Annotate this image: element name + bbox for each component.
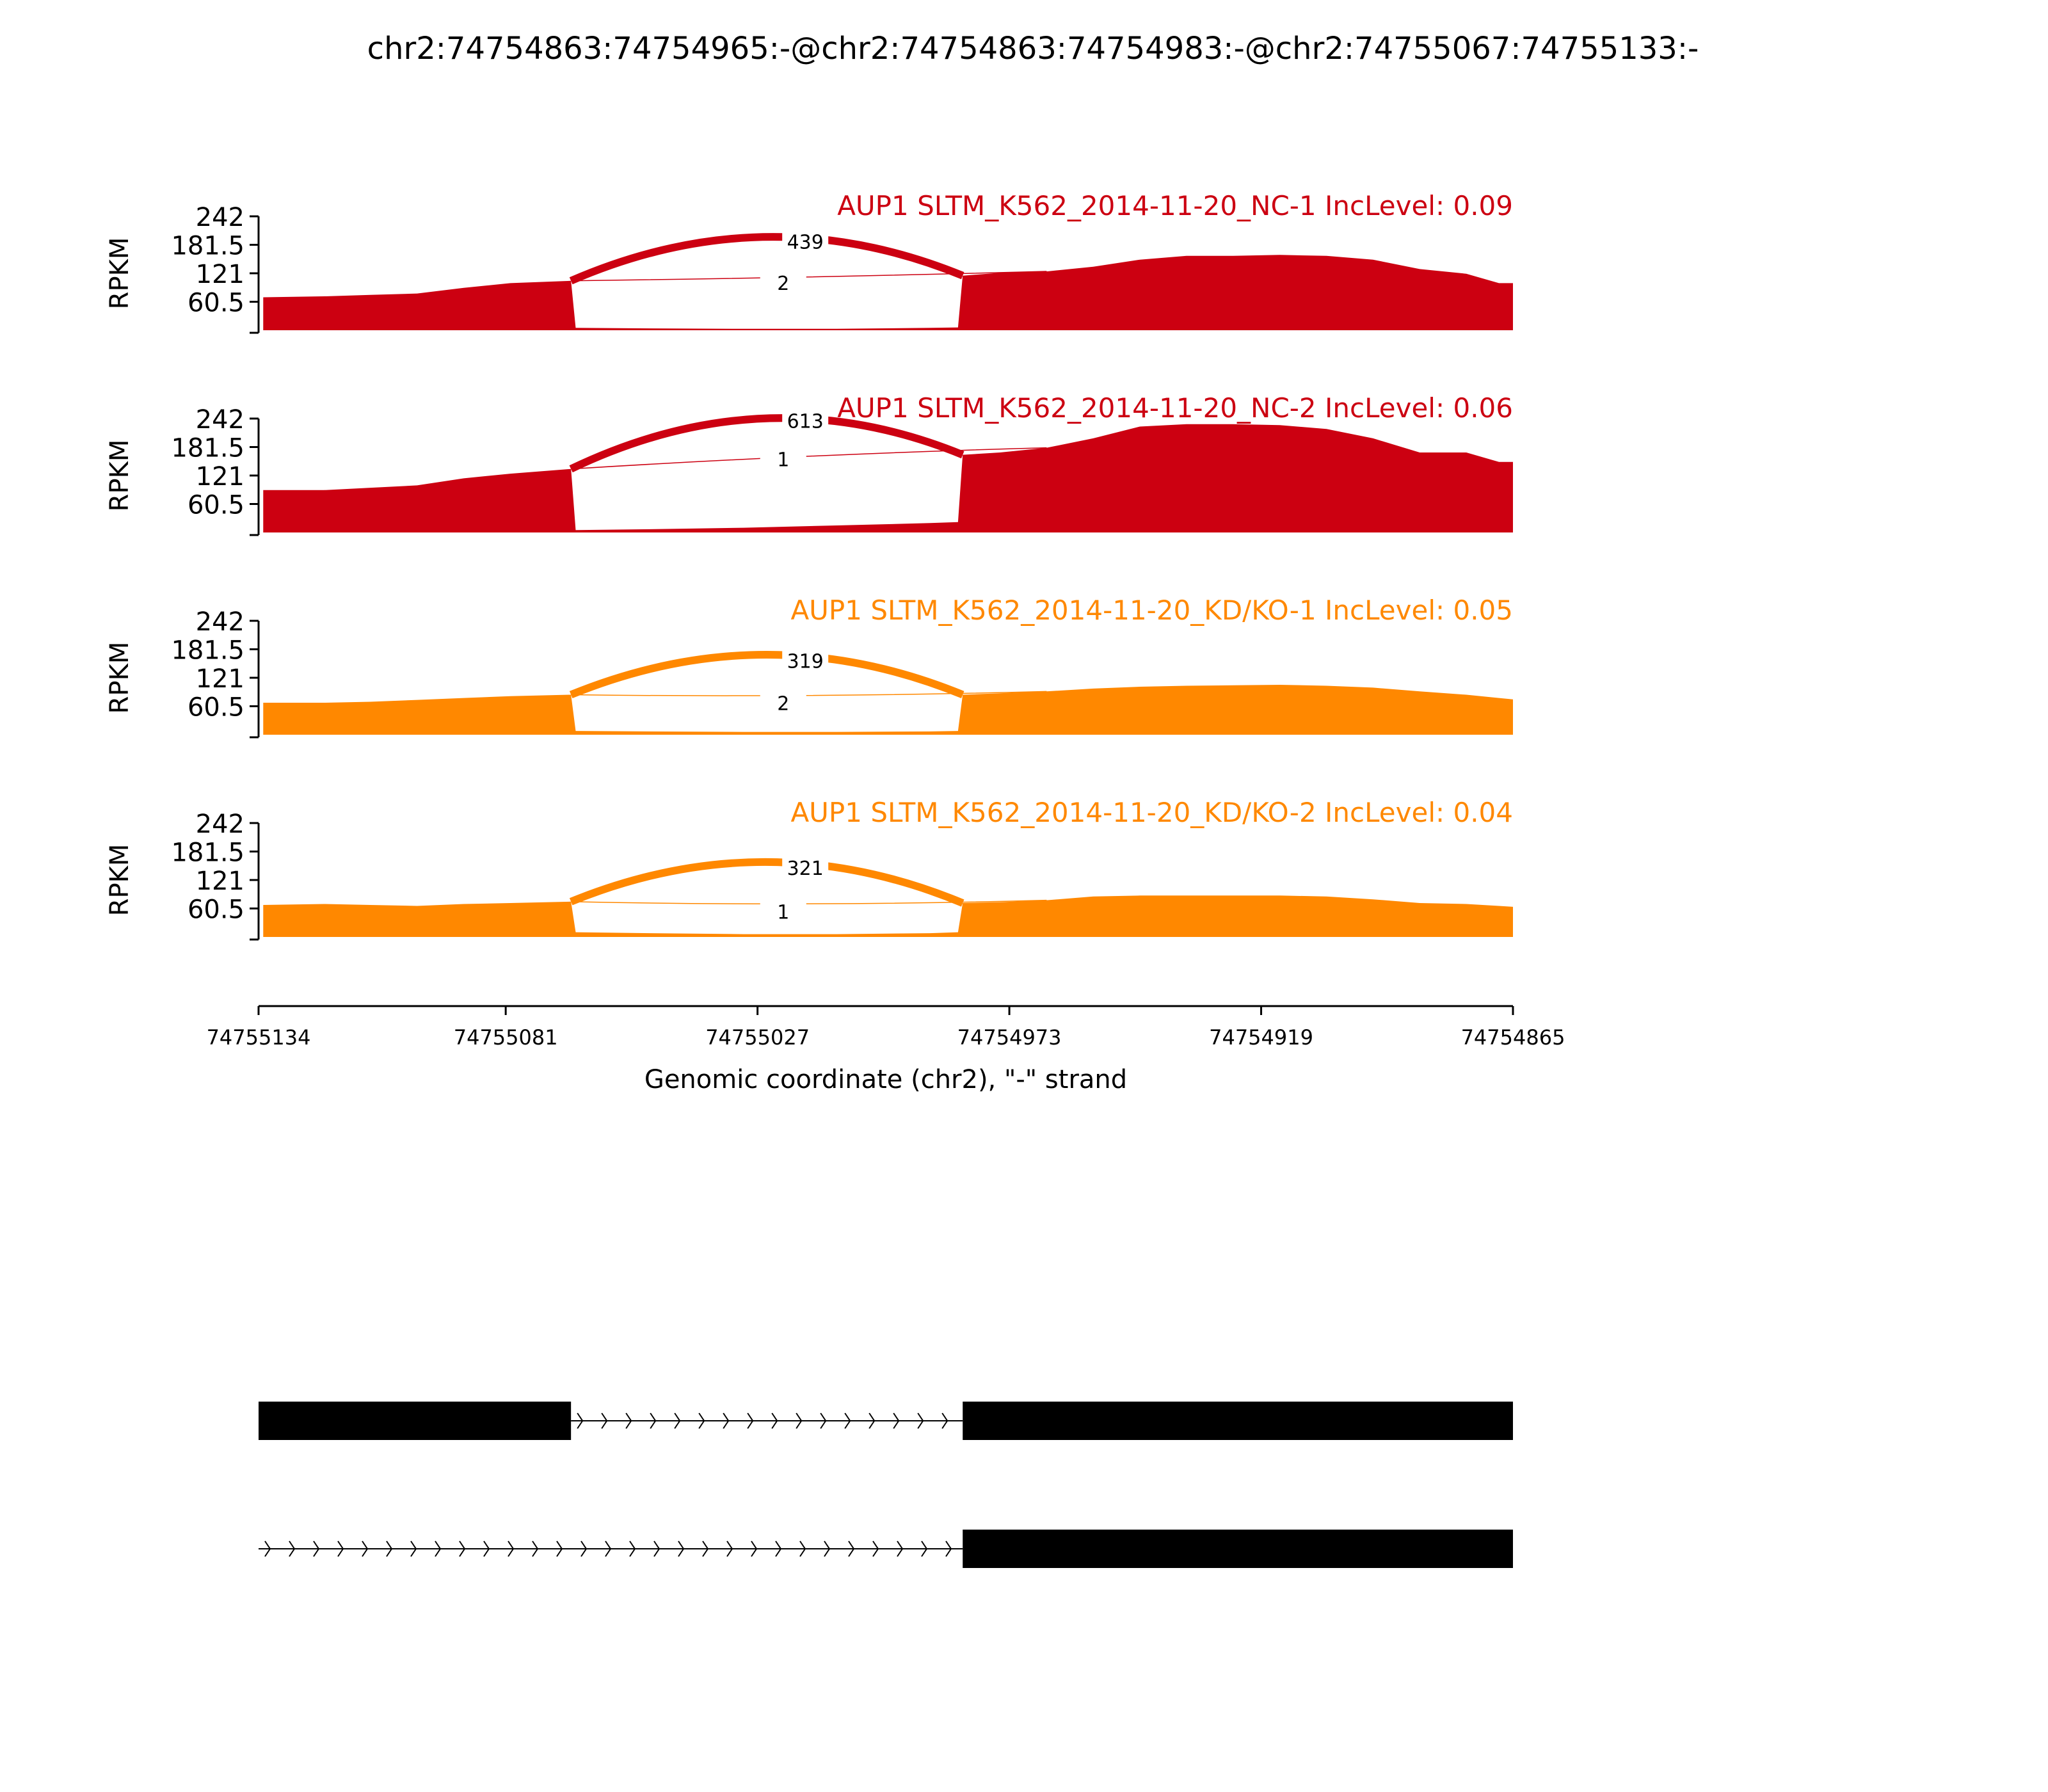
y-axis-label: RPKM (105, 439, 134, 512)
x-tick-label: 74755081 (453, 1025, 558, 1050)
junction-count: 2 (777, 692, 790, 716)
junction-count: 2 (777, 273, 790, 296)
junction-count: 613 (787, 410, 824, 433)
y-axis-label: RPKM (105, 641, 134, 714)
y-tick-label: 60.5 (187, 490, 244, 520)
coverage-panel-1 (105, 190, 1513, 333)
coverage-panel-2 (105, 392, 1513, 535)
junction-count: 321 (787, 857, 824, 880)
exon-block (259, 1402, 571, 1440)
y-tick-label: 181.5 (171, 838, 244, 868)
x-tick-label: 74754865 (1460, 1025, 1565, 1050)
x-tick-label: 74754973 (957, 1025, 1062, 1050)
coverage-area (263, 685, 1513, 735)
coverage-panels (105, 190, 1513, 940)
panel-label: AUP1 SLTM_K562_2014-11-20_KD/KO-2 IncLevel: 0.04 (790, 797, 1513, 828)
y-tick-label: 121 (195, 462, 244, 492)
y-tick-label: 60.5 (187, 692, 244, 723)
panel-label: AUP1 SLTM_K562_2014-11-20_NC-1 IncLevel: 0.09 (837, 190, 1513, 221)
y-tick-label: 242 (195, 203, 244, 232)
isoform-tracks (259, 1402, 1513, 1568)
coverage-panel-3 (105, 595, 1513, 737)
x-axis-label: Genomic coordinate (chr2), "-" strand (644, 1065, 1128, 1094)
junction-count: 1 (777, 901, 790, 924)
junction-arc (571, 655, 963, 695)
y-tick-label: 121 (195, 664, 244, 694)
panel-label: AUP1 SLTM_K562_2014-11-20_KD/KO-1 IncLevel: 0.05 (790, 595, 1513, 626)
coverage-area (263, 424, 1513, 532)
junction-count: 439 (787, 231, 824, 254)
y-axis-label: RPKM (105, 237, 134, 310)
isoform-track-2 (259, 1530, 1513, 1568)
y-tick-label: 242 (195, 405, 244, 435)
y-tick-label: 121 (195, 867, 244, 896)
y-tick-label: 242 (195, 607, 244, 637)
y-tick-label: 181.5 (171, 636, 244, 666)
exon-block (963, 1530, 1513, 1568)
x-tick-label: 74755027 (705, 1025, 810, 1050)
coverage-panel-4 (105, 797, 1513, 940)
chart-title: chr2:74754863:74754965:-@chr2:74754863:74754983:-@chr2:74755067:74755133:- (367, 31, 1699, 67)
y-tick-label: 60.5 (187, 895, 244, 925)
coverage-area (263, 255, 1513, 330)
junction-count: 1 (777, 449, 790, 472)
junction-count: 319 (787, 650, 824, 673)
y-tick-label: 181.5 (171, 231, 244, 261)
x-tick-label: 74754919 (1209, 1025, 1313, 1050)
junction-arc (571, 862, 963, 903)
y-tick-label: 121 (195, 260, 244, 289)
x-tick-label: 74755134 (206, 1025, 311, 1050)
y-tick-label: 60.5 (187, 288, 244, 318)
exon-block (963, 1402, 1513, 1440)
x-axis (207, 1006, 1565, 1050)
y-tick-label: 181.5 (171, 433, 244, 463)
panel-label: AUP1 SLTM_K562_2014-11-20_NC-2 IncLevel: 0.06 (837, 392, 1513, 424)
isoform-track-1 (259, 1402, 1513, 1440)
y-tick-label: 242 (195, 810, 244, 839)
y-axis-label: RPKM (105, 844, 134, 916)
coverage-area (263, 895, 1513, 937)
